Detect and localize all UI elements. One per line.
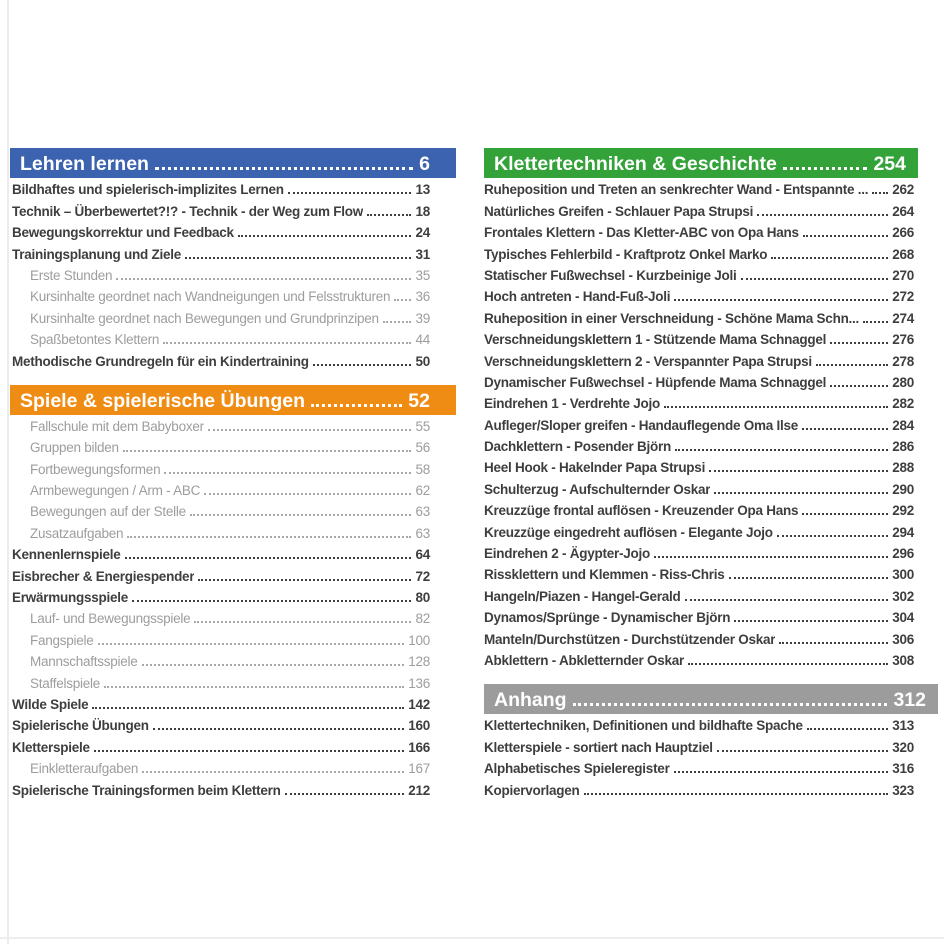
toc-entry-label: Spaßbetontes Klettern: [30, 332, 160, 348]
dot-leader: [311, 404, 402, 407]
toc-entry-page-number: 166: [408, 739, 430, 755]
toc-entry-label: Staffelspiele: [30, 675, 101, 691]
toc-entry: [10, 199, 456, 220]
toc-entry-page-number: 282: [892, 396, 914, 412]
toc-section: [10, 148, 456, 371]
toc-entry: [10, 778, 456, 799]
dot-leader: [830, 342, 888, 344]
toc-entry: [484, 435, 918, 456]
dot-leader: [783, 167, 868, 170]
dot-leader: [163, 342, 411, 344]
toc-entry-label: Kreuzzüge frontal auflösen - Kreuzender Opa Hans: [484, 503, 799, 519]
toc-entry-label: Kletterspiele - sortiert nach Hauptziel: [484, 739, 713, 755]
dot-leader: [204, 493, 411, 495]
toc-entry-label: Alphabetisches Spieleregister: [484, 761, 670, 777]
toc-entry-label: Ruheposition in einer Verschneidung - Schöne Mama Schn...: [484, 310, 860, 326]
toc-entry-label: Schulterzug - Aufschulternder Oskar: [484, 481, 711, 497]
toc-entry-label: Bewegungskorrektur und Feedback: [12, 225, 234, 241]
toc-entry-label: Ruheposition und Treten an senkrechter Wand - Entspannte ...: [484, 182, 869, 198]
toc-entry: [484, 413, 918, 434]
toc-entry-label: Spielerische Trainingsformen beim Klettern: [12, 782, 281, 798]
toc-entry: [10, 693, 456, 714]
toc-entry-page-number: 302: [892, 588, 914, 604]
toc-entry: [10, 714, 456, 735]
toc-entry-label: Fortbewegungsformen: [30, 461, 161, 477]
toc-entry: [484, 477, 918, 498]
dot-leader: [367, 214, 411, 216]
toc-entry-label: Gruppen bilden: [30, 440, 119, 456]
toc-entry: [484, 714, 918, 735]
toc-entry-page-number: 167: [408, 761, 430, 777]
dot-leader: [664, 406, 888, 408]
toc-entry-page-number: 294: [892, 524, 914, 540]
toc-column-left: [10, 148, 456, 800]
dot-leader: [125, 557, 412, 559]
toc-entry-page-number: 306: [892, 631, 914, 647]
dot-leader: [313, 364, 412, 366]
dot-leader: [771, 257, 888, 259]
dot-leader: [802, 428, 888, 430]
dot-leader: [872, 192, 888, 194]
toc-entry-label: Methodische Grundregeln für ein Kindertraining: [12, 353, 309, 369]
dot-leader: [383, 321, 412, 323]
toc-entry: [10, 415, 456, 436]
dot-leader: [675, 449, 888, 451]
dot-leader: [132, 600, 411, 602]
section-page-number: 254: [873, 153, 906, 175]
toc-entry-page-number: 270: [892, 267, 914, 283]
toc-entry-page-number: 276: [892, 332, 914, 348]
toc-entry: [10, 564, 456, 585]
dot-leader: [198, 579, 411, 581]
toc-entry-page-number: 80: [415, 590, 430, 606]
toc-entry: [10, 479, 456, 500]
toc-entry: [484, 328, 918, 349]
dot-leader: [654, 556, 888, 558]
toc-entry-label: Eindrehen 1 - Verdrehte Jojo: [484, 396, 661, 412]
toc-entry-label: Aufleger/Sloper greifen - Handauflegende Oma Ilse: [484, 417, 799, 433]
section-header: [10, 148, 456, 178]
section-title: Klettertechniken & Geschichte: [494, 153, 777, 175]
section-title: Lehren lernen: [20, 153, 149, 175]
toc-entry-label: Heel Hook - Hakelnder Papa Strupsi: [484, 460, 706, 476]
dot-leader: [190, 514, 412, 516]
dot-leader: [94, 750, 404, 752]
toc-entry-label: Hoch antreten - Hand-Fuß-Joli: [484, 289, 671, 305]
toc-entry-label: Dachklettern - Posender Björn: [484, 439, 672, 455]
toc-entry-page-number: 272: [892, 289, 914, 305]
toc-entry-page-number: 50: [415, 353, 430, 369]
dot-leader: [123, 450, 412, 452]
toc-entry: [484, 627, 918, 648]
dot-leader: [779, 642, 888, 644]
toc-entry: [484, 199, 918, 220]
toc-entry-page-number: 316: [892, 761, 914, 777]
toc-entry: [484, 606, 918, 627]
toc-section: [484, 148, 918, 670]
toc-entry-label: Frontales Klettern - Das Kletter-ABC von Opa Hans: [484, 225, 799, 241]
section-page-number: 52: [408, 389, 430, 412]
toc-entry-label: Kreuzzüge eingedreht auflösen - Elegante Jojo: [484, 524, 773, 540]
toc-entry-page-number: 55: [415, 418, 430, 434]
toc-entry-page-number: 72: [415, 568, 430, 584]
toc-entry-page-number: 320: [892, 739, 914, 755]
toc-entry-page-number: 313: [892, 718, 914, 734]
toc-entry-label: Bewegungen auf der Stelle: [30, 504, 186, 520]
dot-leader: [807, 728, 888, 730]
toc-entry-label: Kursinhalte geordnet nach Wandneigungen und Felsstrukturen: [30, 289, 391, 305]
toc-entry-page-number: 274: [892, 310, 914, 326]
toc-entry: [10, 178, 456, 199]
toc-entry: [484, 221, 918, 242]
toc-entry-page-number: 288: [892, 460, 914, 476]
dot-leader: [685, 599, 889, 601]
toc-entry: [484, 242, 918, 263]
toc-entry-page-number: 264: [892, 203, 914, 219]
toc-entry-page-number: 268: [892, 246, 914, 262]
toc-entry: [484, 542, 918, 563]
toc-entry: [10, 628, 456, 649]
toc-entry-label: Armbewegungen / Arm - ABC: [30, 483, 201, 499]
section-title: Anhang: [494, 688, 567, 711]
toc-entry-label: Statischer Fußwechsel - Kurzbeinige Joli: [484, 267, 737, 283]
toc-entry-page-number: 62: [415, 483, 430, 499]
toc-entry-page-number: 44: [415, 332, 430, 348]
dot-leader: [803, 235, 888, 237]
toc-section: [484, 684, 926, 800]
toc-section: [10, 385, 456, 800]
toc-entry-label: Fangspiele: [30, 632, 94, 648]
toc-entry: [10, 306, 456, 327]
toc-entry-label: Natürliches Greifen - Schlauer Papa Strupsi: [484, 203, 754, 219]
toc-entry-page-number: 58: [415, 461, 430, 477]
dot-leader: [674, 771, 889, 773]
dot-leader: [98, 643, 405, 645]
dot-leader: [92, 707, 404, 709]
toc-entry: [484, 584, 918, 605]
toc-entry: [484, 285, 918, 306]
toc-entry: [484, 306, 918, 327]
toc-entry: [484, 349, 918, 370]
toc-entry-label: Verschneidungsklettern 2 - Verspannter Papa Strupsi: [484, 353, 812, 369]
toc-entry: [10, 671, 456, 692]
toc-entry-label: Wilde Spiele: [12, 696, 89, 712]
toc-entry-page-number: 212: [408, 782, 430, 798]
dot-leader: [164, 472, 411, 474]
toc-entry: [10, 285, 456, 306]
toc-entry-label: Zusatzaufgaben: [30, 525, 124, 541]
toc-entry-page-number: 136: [408, 675, 430, 691]
toc-entry-page-number: 323: [892, 782, 914, 798]
toc-entry: [10, 735, 456, 756]
toc-entry-label: Kletterspiele: [12, 739, 90, 755]
scan-edge-left: [7, 0, 9, 944]
toc-entry-page-number: 18: [415, 203, 430, 219]
toc-entry-page-number: 36: [415, 289, 430, 305]
toc-entry-label: Abklettern - Abkletternder Oskar: [484, 652, 685, 668]
dot-leader: [584, 793, 889, 795]
toc-entry: [484, 371, 918, 392]
toc-entry-page-number: 63: [415, 525, 430, 541]
toc-entry: [10, 521, 456, 542]
dot-leader: [709, 470, 888, 472]
toc-entry-page-number: 286: [892, 439, 914, 455]
toc-entry-page-number: 63: [415, 504, 430, 520]
dot-leader: [394, 299, 411, 301]
toc-entry-label: Erwärmungsspiele: [12, 590, 129, 606]
toc-entry-label: Manteln/Durchstützen - Durchstützender Oskar: [484, 631, 776, 647]
dot-leader: [153, 728, 404, 730]
toc-entry-page-number: 39: [415, 310, 430, 326]
toc-entry: [484, 456, 918, 477]
section-title: Spiele & spielerische Übungen: [20, 389, 305, 412]
toc-entry: [10, 349, 456, 370]
dot-leader: [127, 536, 411, 538]
toc-entry-label: Hangeln/Piazen - Hangel-Gerald: [484, 588, 681, 604]
dot-leader: [573, 703, 888, 706]
toc-entry-label: Fallschule mit dem Babyboxer: [30, 418, 204, 434]
dot-leader: [208, 429, 412, 431]
dot-leader: [116, 278, 411, 280]
toc-entry-page-number: 82: [415, 611, 430, 627]
toc-entry: [10, 586, 456, 607]
toc-entry: [10, 543, 456, 564]
toc-entry-page-number: 296: [892, 546, 914, 562]
toc-entry-label: Kopiervorlagen: [484, 782, 580, 798]
dot-leader: [777, 535, 888, 537]
toc-entry: [484, 264, 918, 285]
toc-entry-page-number: 128: [408, 654, 430, 670]
dot-leader: [674, 299, 888, 301]
toc-entry-label: Einkletteraufgaben: [30, 761, 139, 777]
toc-entry-label: Technik – Überbewertet?!? - Technik - der Weg zum Flow: [12, 203, 364, 219]
toc-entry: [10, 757, 456, 778]
toc-entry: [484, 563, 918, 584]
toc-entry-page-number: 64: [415, 547, 430, 563]
toc-entry-page-number: 24: [415, 225, 430, 241]
toc-entry-page-number: 142: [408, 696, 430, 712]
toc-entry: [484, 735, 918, 756]
toc-entry-label: Eisbrecher & Energiespender: [12, 568, 195, 584]
toc-entry: [10, 500, 456, 521]
dot-leader: [104, 686, 404, 688]
toc-entry: [10, 242, 456, 263]
toc-entry-label: Typisches Fehlerbild - Kraftprotz Onkel Marko: [484, 246, 768, 262]
toc-entry-page-number: 280: [892, 374, 914, 390]
dot-leader: [194, 621, 411, 623]
toc-entry-page-number: 290: [892, 481, 914, 497]
toc-entry: [10, 264, 456, 285]
toc-entry: [10, 436, 456, 457]
dot-leader: [830, 385, 888, 387]
section-header: [10, 385, 456, 415]
toc-entry-page-number: 304: [892, 610, 914, 626]
toc-entry: [484, 178, 918, 199]
toc-entry-page-number: 300: [892, 567, 914, 583]
toc-entry-label: Spielerische Übungen: [12, 718, 149, 734]
toc-entry: [484, 757, 918, 778]
toc-entry-page-number: 284: [892, 417, 914, 433]
section-header: [484, 684, 938, 714]
toc-entry-page-number: 308: [892, 652, 914, 668]
toc-entry: [484, 649, 918, 670]
dot-leader: [238, 235, 412, 237]
toc-entry-label: Kursinhalte geordnet nach Bewegungen und Grundprinzipen: [30, 310, 379, 326]
toc-column-right: [484, 148, 926, 800]
toc-entry-label: Rissklettern und Klemmen - Riss-Chris: [484, 567, 725, 583]
toc-entry-label: Verschneidungsklettern 1 - Stützende Mama Schnaggel: [484, 332, 827, 348]
dot-leader: [757, 214, 888, 216]
dot-leader: [142, 664, 405, 666]
dot-leader: [741, 278, 889, 280]
toc-entry: [484, 392, 918, 413]
toc-entry-label: Klettertechniken, Definitionen und bildhafte Spache: [484, 718, 803, 734]
toc-entry: [10, 650, 456, 671]
toc-entry-page-number: 160: [408, 718, 430, 734]
toc-entry-page-number: 278: [892, 353, 914, 369]
dot-leader: [729, 577, 889, 579]
toc-entry-page-number: 56: [415, 440, 430, 456]
toc-entry-label: Kennenlernspiele: [12, 547, 121, 563]
section-header: [484, 148, 918, 178]
toc-entry-page-number: 35: [415, 267, 430, 283]
toc-entry: [484, 520, 918, 541]
toc-entry-label: Lauf- und Bewegungsspiele: [30, 611, 191, 627]
dot-leader: [185, 257, 411, 259]
dot-leader: [863, 321, 888, 323]
toc-entry-label: Eindrehen 2 - Ägypter-Jojo: [484, 546, 651, 562]
toc-entry-label: Dynamischer Fußwechsel - Hüpfende Mama Schnaggel: [484, 374, 827, 390]
dot-leader: [288, 192, 412, 194]
dot-leader: [717, 750, 888, 752]
toc-entry-label: Dynamos/Sprünge - Dynamischer Björn: [484, 610, 731, 626]
dot-leader: [142, 771, 404, 773]
section-page-number: 312: [893, 688, 926, 711]
dot-leader: [816, 364, 888, 366]
toc-entry: [10, 607, 456, 628]
toc-entry-page-number: 100: [408, 632, 430, 648]
dot-leader: [802, 513, 888, 515]
scan-edge-bottom: [0, 937, 944, 939]
toc-entry: [10, 221, 456, 242]
toc-entry-label: Trainingsplanung und Ziele: [12, 246, 182, 262]
toc-entry-label: Bildhaftes und spielerisch-implizites Lernen: [12, 182, 284, 198]
toc-entry-page-number: 266: [892, 225, 914, 241]
toc-entry-page-number: 31: [415, 246, 430, 262]
dot-leader: [688, 663, 888, 665]
toc-entry: [484, 778, 918, 799]
dot-leader: [155, 167, 413, 170]
dot-leader: [734, 620, 888, 622]
dot-leader: [714, 492, 888, 494]
toc-entry-page-number: 13: [415, 182, 430, 198]
toc-entry: [484, 499, 918, 520]
toc-entry-label: Erste Stunden: [30, 267, 113, 283]
section-page-number: 6: [419, 153, 430, 175]
dot-leader: [285, 793, 405, 795]
toc-entry: [10, 457, 456, 478]
toc-entry-page-number: 262: [892, 182, 914, 198]
toc-entry-label: Mannschaftsspiele: [30, 654, 138, 670]
toc-entry-page-number: 292: [892, 503, 914, 519]
toc-entry: [10, 328, 456, 349]
